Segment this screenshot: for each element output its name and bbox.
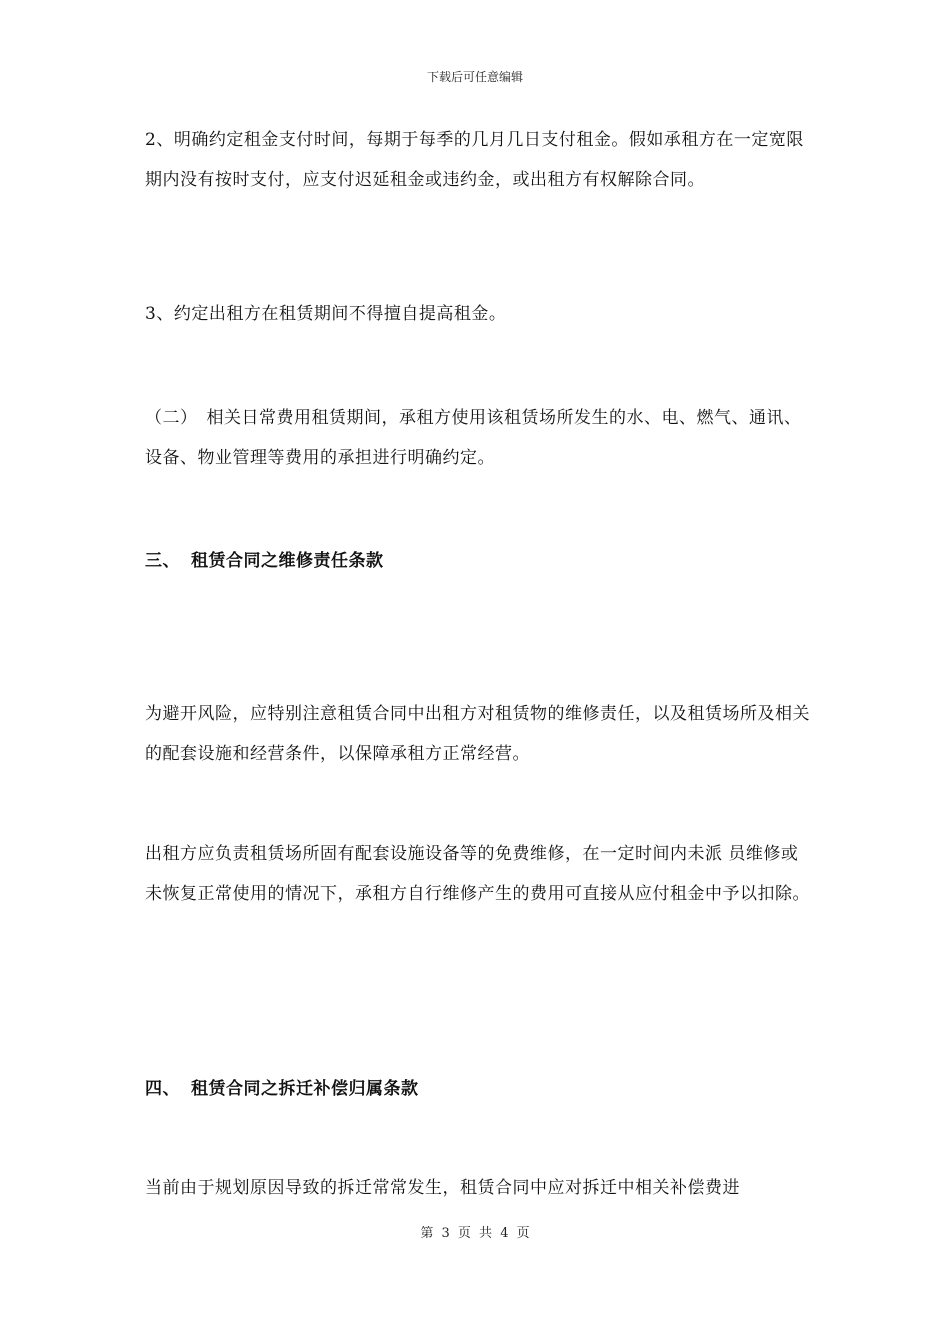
paragraph-demolition-current: 当前由于规划原因导致的拆迁常常发生，租赁合同中应对拆迁中相关补偿费进	[145, 1178, 740, 1198]
section-number: 四、	[145, 1079, 180, 1099]
paragraph-lessor-repair: 出租方应负责租赁场所固有配套设施设备等的免费维修，在一定时间内未派 员维修或未恢复正常使用的情况下，承租方自行维修产生的费用可直接从应付租金中予以扣除。	[145, 844, 810, 904]
section-title: 租赁合同之维修责任条款	[191, 551, 384, 571]
page-header-note: 下载后可任意编辑	[426, 70, 523, 84]
paragraph-avoid-risk: 为避开风险，应特别注意租赁合同中出租方对租赁物的维修责任，以及租赁场所及相关的配套设施和经营条件，以保障承租方正常经营。	[145, 704, 810, 764]
paragraph-daily-expenses: （二） 相关日常费用租赁期间，承租方使用该租赁场所发生的水、电、燃气、通讯、设备、物业管理等费用的承担进行明确约定。	[145, 408, 802, 468]
paragraph-no-rent-increase: 3、约定出租方在租赁期间不得擅自提高租金。	[145, 304, 507, 324]
section-heading-maintenance	[145, 546, 815, 571]
page-number-footer: 第 3 页 共 4 页	[420, 1226, 530, 1241]
section-number: 三、	[145, 551, 180, 571]
section-heading-demolition	[145, 1074, 815, 1099]
paragraph-rent-payment-time: 2、明确约定租金支付时间，每期于每季的几月几日支付租金。假如承租方在一定宽限期内没有按时支付，应支付迟延租金或违约金，或出租方有权解除合同。	[145, 130, 804, 190]
section-title: 租赁合同之拆迁补偿归属条款	[191, 1079, 419, 1099]
